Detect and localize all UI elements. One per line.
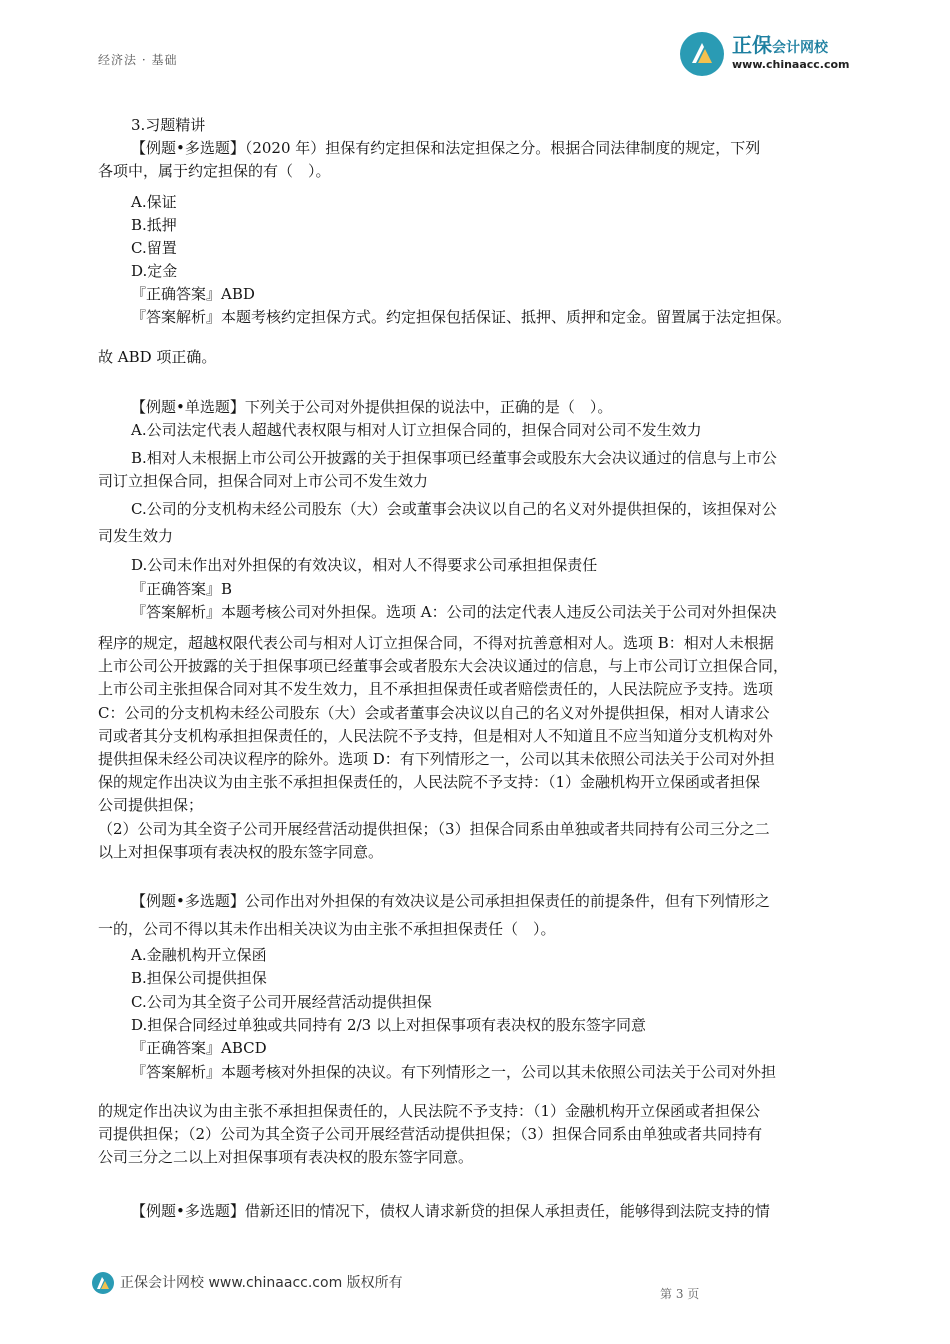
q3-option-b: B.担保公司提供担保 bbox=[131, 969, 267, 987]
logo-emblem-icon bbox=[680, 32, 724, 76]
question-2-stem: 【例题•单选题】下列关于公司对外提供担保的说法中，正确的是（ ）。 bbox=[131, 398, 613, 416]
q3-option-d: D.担保合同经过单独或共同持有 2/3 以上对担保事项有表决权的股东签字同意 bbox=[131, 1016, 646, 1034]
q2-option-b: B.相对人未根据上市公司公开披露的关于担保事项已经董事会或股东大会决议通过的信息与上市公 bbox=[131, 449, 777, 467]
q2-option-a: A.公司法定代表人超越代表权限与相对人订立担保合同的，担保合同对公司不发生效力 bbox=[131, 421, 702, 439]
q2-explanation-l7: 提供担保未经公司决议程序的除外。选项 D：有下列情形之一，公司以其未依照公司法关于公司对外担 bbox=[98, 750, 775, 768]
question-3-stem: 【例题•多选题】公司作出对外担保的有效决议是公司承担担保责任的前提条件，但有下列情形之 bbox=[131, 892, 770, 910]
q2-answer: 『正确答案』B bbox=[131, 580, 233, 598]
page-footer bbox=[92, 1272, 512, 1296]
q3-answer: 『正确答案』ABCD bbox=[131, 1039, 267, 1057]
q2-explanation-l6: 司或者其分支机构承担担保责任的，人民法院不予支持，但是相对人不知道且不应当知道分支机构对外 bbox=[98, 727, 774, 745]
question-1-stem-cont: 各项中，属于约定担保的有（ ）。 bbox=[98, 162, 331, 180]
brand-logo bbox=[680, 32, 870, 80]
q2-explanation-l5: C：公司的分支机构未经公司股东（大）会或者董事会决议以自己的名义对外提供担保，相对人请求公 bbox=[98, 704, 770, 722]
page-number: 第 3 页 bbox=[660, 1287, 700, 1301]
q1-explanation: 『答案解析』本题考核约定担保方式。约定担保包括保证、抵押、质押和定金。留置属于法定担保。 bbox=[131, 308, 792, 326]
q1-option-b: B.抵押 bbox=[131, 216, 177, 234]
logo-brand: 正保会计网校 bbox=[732, 33, 828, 57]
q1-option-d: D.定金 bbox=[131, 262, 178, 280]
q2-explanation-l10: （2）公司为其全资子公司开展经营活动提供担保；（3）担保合同系由单独或者共同持有公司三分之二 bbox=[98, 820, 770, 838]
q2-explanation-l2: 程序的规定，超越权限代表公司与相对人订立担保合同，不得对抗善意相对人。选项 B：相对人未根据 bbox=[98, 634, 774, 652]
q2-explanation: 『答案解析』本题考核公司对外担保。选项 A：公司的法定代表人违反公司法关于公司对外担保决 bbox=[131, 603, 777, 621]
q1-explanation-cont: 故 ABD 项正确。 bbox=[98, 348, 217, 366]
q2-option-c-cont: 司发生效力 bbox=[98, 527, 174, 545]
q2-option-c: C.公司的分支机构未经公司股东（大）会或董事会决议以自己的名义对外提供担保的，该担保对公 bbox=[131, 500, 777, 518]
q2-explanation-l9: 公司提供担保； bbox=[98, 796, 204, 814]
q1-option-c: C.留置 bbox=[131, 239, 177, 257]
q1-answer: 『正确答案』ABD bbox=[131, 285, 255, 303]
q2-explanation-l11: 以上对担保事项有表决权的股东签字同意。 bbox=[98, 843, 384, 861]
q3-option-a: A.金融机构开立保函 bbox=[131, 946, 267, 964]
question-3-stem-cont: 一的，公司不得以其未作出相关决议为由主张不承担担保责任（ ）。 bbox=[98, 920, 556, 938]
section-heading: 3.习题精讲 bbox=[131, 116, 206, 134]
q3-explanation-l3: 司提供担保；（2）公司为其全资子公司开展经营活动提供担保；（3）担保合同系由单独或者共同持有 bbox=[98, 1125, 763, 1143]
q2-option-b-cont: 司订立担保合同，担保合同对上市公司不发生效力 bbox=[98, 472, 429, 490]
q2-option-d: D.公司未作出对外担保的有效决议，相对人不得要求公司承担担保责任 bbox=[131, 556, 598, 574]
q3-explanation: 『答案解析』本题考核对外担保的决议。有下列情形之一，公司以其未依照公司法关于公司对外担 bbox=[131, 1063, 777, 1081]
logo-url: www.chinaacc.com bbox=[732, 58, 850, 71]
question-1-stem: 【例题•多选题】（2020 年）担保有约定担保和法定担保之分。根据合同法律制度的规定，下列 bbox=[131, 139, 761, 157]
q1-option-a: A.保证 bbox=[131, 193, 177, 211]
q3-option-c: C.公司为其全资子公司开展经营活动提供担保 bbox=[131, 993, 432, 1011]
q3-explanation-l4: 公司三分之二以上对担保事项有表决权的股东签字同意。 bbox=[98, 1148, 474, 1166]
question-4-stem: 【例题•多选题】借新还旧的情况下，债权人请求新贷的担保人承担责任，能够得到法院支持的情 bbox=[131, 1202, 770, 1220]
footer-logo-icon bbox=[92, 1272, 114, 1294]
q3-explanation-l2: 的规定作出决议为由主张不承担担保责任的，人民法院不予支持：（1）金融机构开立保函或者担保公 bbox=[98, 1102, 761, 1120]
q2-explanation-l8: 保的规定作出决议为由主张不承担担保责任的，人民法院不予支持：（1）金融机构开立保函或者担保 bbox=[98, 773, 761, 791]
q2-explanation-l4: 上市公司主张担保合同对其不发生效力，且不承担担保责任或者赔偿责任的，人民法院应予支持。选项 bbox=[98, 680, 774, 698]
footer-copyright: 正保会计网校 www.chinaacc.com 版权所有 bbox=[120, 1275, 403, 1291]
q2-explanation-l3: 上市公司公开披露的关于担保事项已经董事会或者股东大会决议通过的信息，与上市公司订立担保合同， bbox=[98, 657, 789, 675]
running-header: 经济法 · 基础 bbox=[98, 53, 178, 67]
